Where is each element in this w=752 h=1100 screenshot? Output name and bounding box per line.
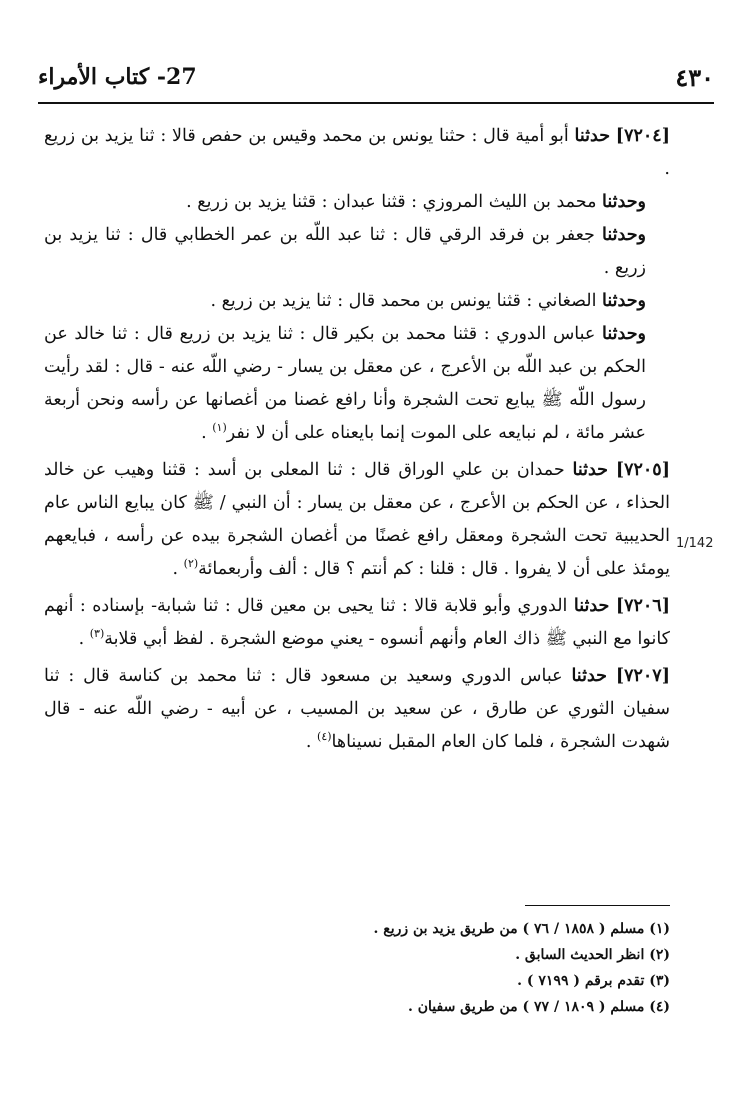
narration-keyword: حدثنا (572, 460, 609, 480)
hadith-7204 (44, 120, 670, 450)
hadith-paragraph (44, 660, 670, 759)
footnote-divider (525, 905, 670, 906)
narration-keyword: حدثنا (574, 126, 611, 146)
main-text (44, 120, 670, 763)
hadith-paragraph (44, 590, 670, 656)
footnotes (44, 916, 670, 1020)
page-number: ٤٣٠ (675, 62, 714, 92)
narration-text: جعفر بن فرقد الرقي قال : ثنا عبد اللّه بن عمر الخطابي قال : ثنا يزيد بن زريع . (44, 225, 646, 278)
footnote-marker: (١) (212, 421, 227, 435)
narration-keyword: وحدثنا (602, 324, 646, 344)
narration-keyword: وحدثنا (602, 225, 646, 245)
hadith-paragraph (44, 219, 670, 285)
narration-keyword: وحدثنا (602, 291, 646, 311)
hadith-7206 (44, 590, 670, 656)
footnote: (١) مسلم ( ١٨٥٨ / ٧٦ ) من طريق يزيد بن زريع . (373, 921, 670, 937)
footnote-marker: (٣) (89, 627, 105, 641)
hadith-paragraph (44, 186, 670, 219)
hadith-number: [٧٢٠٦] (615, 596, 670, 616)
narration-keyword: حدثنا (573, 596, 610, 616)
chapter-title: 27- كتاب الأمراء (38, 64, 197, 90)
narration-end: . (201, 423, 213, 443)
narration-end: . (305, 732, 318, 752)
narration-keyword: حدثنا (571, 666, 607, 686)
narration-text: عباس الدوري : قثنا محمد بن بكير قال : ثنا يزيد بن زريع قال : ثنا خالد عن الحكم بن عبد اللّه بن الأعرج ، عن معقل بن يسار - رضي اللّه عنه - قال : لقد رأيت رسول اللّه ﷺ يبايع تحت الشجرة وأنا رافع غصنا من أغصانها عن رأسه ونحن أربعة عشر مائة ، لم نبايعه على الموت إنما بايعناه على أن لا نفر (44, 324, 646, 443)
footnote-marker: (٤) (317, 730, 332, 744)
footnote: (٣) تقدم برقم ( ٧١٩٩ ) . (517, 973, 670, 989)
footnote-marker: (٢) (183, 557, 199, 571)
hadith-number: [٧٢٠٧] (615, 666, 670, 686)
footnote: (٤) مسلم ( ١٨٠٩ / ٧٧ ) من طريق سفيان . (407, 999, 670, 1015)
hadith-paragraph (44, 454, 670, 586)
header-divider (38, 102, 714, 104)
hadith-number: [٧٢٠٥] (615, 460, 670, 480)
narration-text: حمدان بن علي الوراق قال : ثنا المعلى بن أسد : قثنا وهيب عن خالد الحذاء ، عن الحكم بن الأعرج ، عن معقل بن يسار : أن النبي / ﷺ كان يبايع الناس عام الحديبية تحت الشجرة ومعقل رافع غصنًا من أغصان الشجرة بيده عن رأسه ، فبايعهم يومئذ على أن لا يفروا . قال : قلنا : كم أنتم ؟ قال : ألف وأربعمائة (44, 460, 670, 579)
narration-text: الصغاني : قثنا يونس بن محمد قال : ثنا يزيد بن زريع . (210, 291, 597, 311)
hadith-paragraph (44, 120, 670, 186)
narration-keyword: وحدثنا (602, 192, 646, 212)
narration-text: الدوري وأبو قلابة قالا : ثنا يحيى بن معين قال : ثنا شبابة- بإسناده : أنهم كانوا مع النبي ﷺ ذاك العام وأنهم أنسوه - يعني موضع الشجرة . لفظ أبي قلابة (44, 596, 670, 649)
footnote: (٢) انظر الحديث السابق . (515, 947, 670, 963)
hadith-7205 (44, 454, 670, 586)
narration-end: . (78, 629, 90, 649)
page-header (38, 60, 714, 94)
hadith-paragraph (44, 318, 670, 450)
narration-end: . (172, 559, 184, 579)
hadith-paragraph (44, 285, 670, 318)
hadith-number: [٧٢٠٤] (615, 126, 670, 146)
narration-text: أبو أمية قال : حثنا يونس بن محمد وقيس بن حفص قالا : ثنا يزيد بن زريع . (44, 126, 670, 179)
margin-reference: 1/142 (676, 536, 714, 551)
narration-text: محمد بن الليث المروزي : قثنا عبدان : قثنا يزيد بن زريع . (186, 192, 597, 212)
hadith-7207 (44, 660, 670, 759)
narration-text: عباس الدوري وسعيد بن مسعود قال : ثنا محمد بن كناسة قال : ثنا سفيان الثوري عن طارق ، عن سعيد بن المسيب ، عن أبيه - رضي اللّه عنه - قال شهدت الشجرة ، فلما كان العام المقبل نسيناها (44, 666, 670, 752)
